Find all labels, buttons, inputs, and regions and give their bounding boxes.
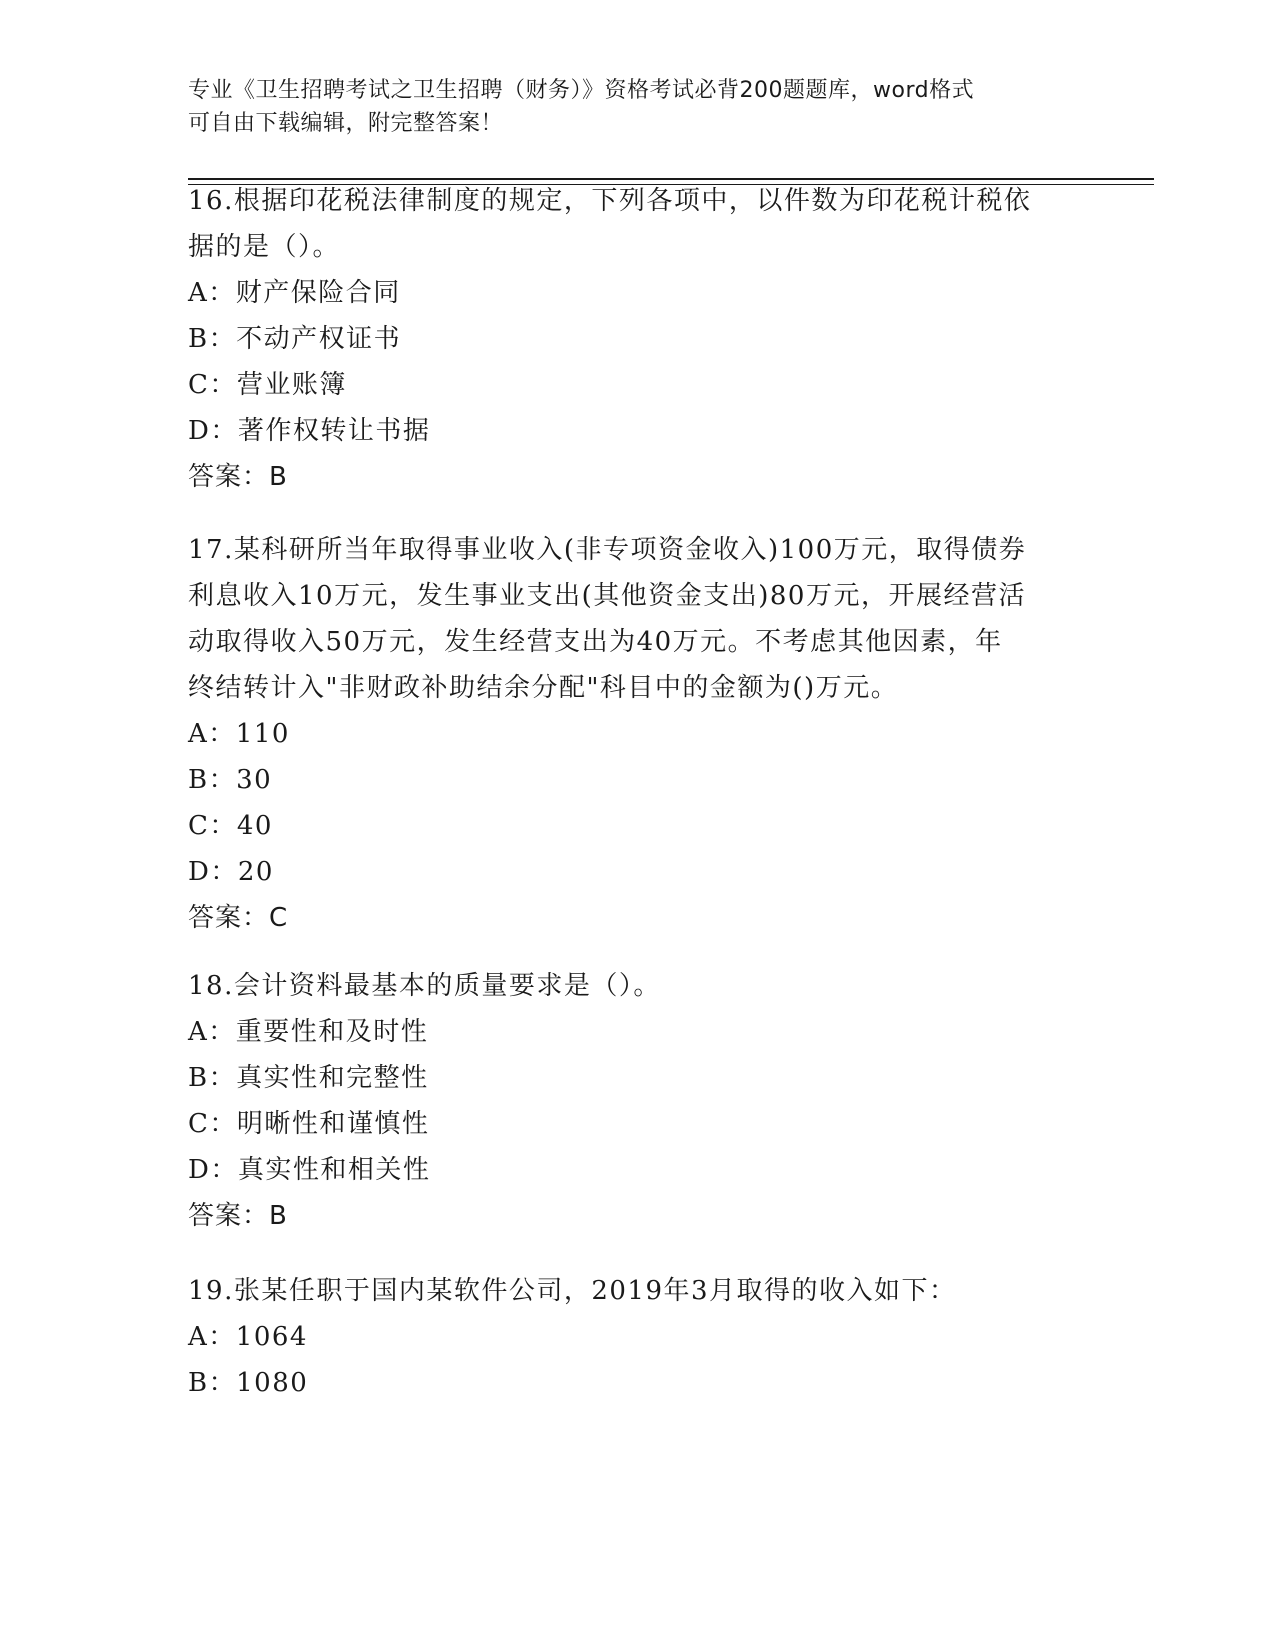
option-c: C：明晰性和谨慎性 — [188, 1109, 430, 1139]
question-text-line: 终结转计入"非财政补助结余分配"科目中的金额为()万元。 — [188, 673, 899, 703]
question-text-line: 动取得收入50万元，发生经营支出为40万元。不考虑其他因素，年 — [188, 627, 1003, 657]
question-18 — [188, 963, 1088, 1239]
header-line-2: 可自由下载编辑，附完整答案！ — [188, 111, 504, 136]
option-b: B：真实性和完整性 — [188, 1063, 429, 1093]
option-d: D：20 — [188, 857, 274, 887]
answer-line: 答案：B — [188, 462, 288, 492]
question-text-line: 18.会计资料最基本的质量要求是（）。 — [188, 971, 661, 1001]
question-text-line: 17.某科研所当年取得事业收入(非专项资金收入)100万元，取得债券 — [188, 535, 1027, 565]
question-text-line: 19.张某任职于国内某软件公司，2019年3月取得的收入如下： — [188, 1276, 957, 1306]
header-line-1: 专业《卫生招聘考试之卫生招聘（财务）》资格考试必背200题题库，word格式 — [188, 78, 975, 103]
option-d: D：真实性和相关性 — [188, 1155, 431, 1185]
option-a: A：财产保险合同 — [188, 278, 401, 308]
answer-line: 答案：C — [188, 903, 289, 933]
option-b: B：不动产权证书 — [188, 324, 402, 354]
option-c: C：40 — [188, 811, 273, 841]
option-b: B：30 — [188, 765, 273, 795]
option-a: A：重要性和及时性 — [188, 1017, 429, 1047]
question-text-line: 据的是（）。 — [188, 232, 341, 262]
question-17 — [188, 527, 1088, 941]
answer-line: 答案：B — [188, 1201, 288, 1231]
option-a: A：110 — [188, 719, 290, 749]
option-a: A：1064 — [188, 1322, 308, 1352]
question-text-line: 16.根据印花税法律制度的规定，下列各项中，以件数为印花税计税依 — [188, 186, 1032, 216]
document-header — [188, 74, 1088, 140]
question-16 — [188, 178, 1088, 500]
option-b: B：1080 — [188, 1368, 309, 1398]
question-text-line: 利息收入10万元，发生事业支出(其他资金支出)80万元，开展经营活 — [188, 581, 1026, 611]
option-d: D：著作权转让书据 — [188, 416, 431, 446]
question-19 — [188, 1268, 1088, 1406]
option-c: C：营业账簿 — [188, 370, 347, 400]
